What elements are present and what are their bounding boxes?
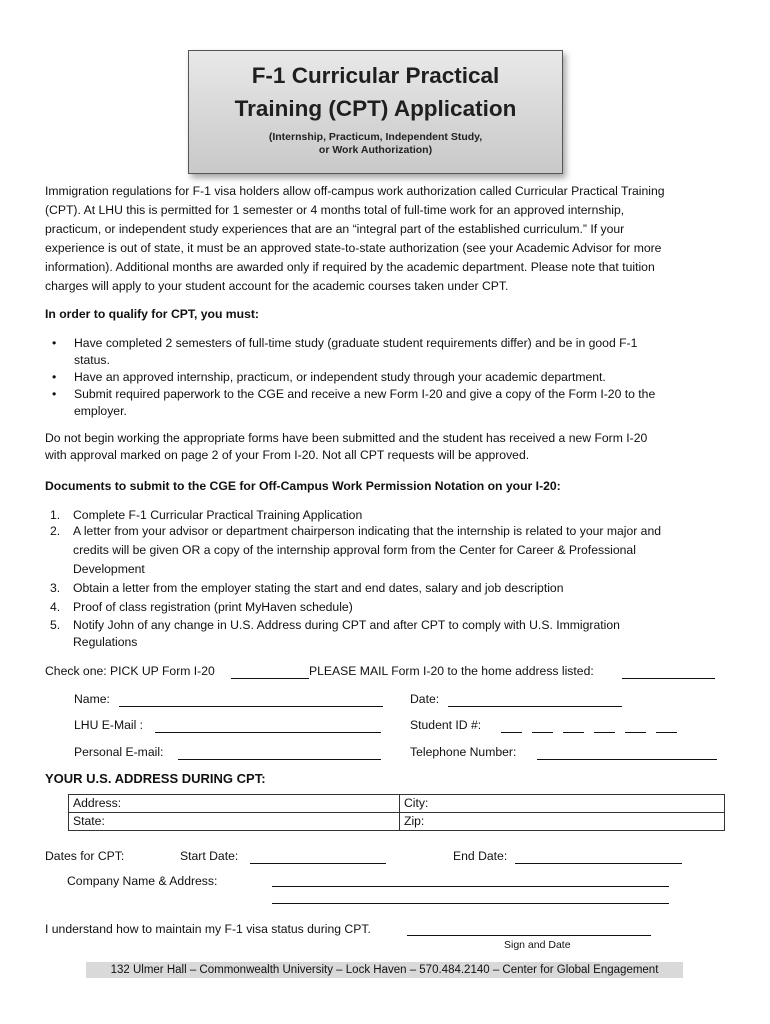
page-title-line-1: F-1 Curricular Practical xyxy=(251,63,500,88)
intro-line: Immigration regulations for F-1 visa holders allow off-campus work authorization called Curricular Practical Training xyxy=(45,184,665,198)
document-item xyxy=(50,617,620,651)
name-label: Name: xyxy=(74,692,110,706)
student-id-digit[interactable] xyxy=(656,732,677,733)
lhu-email-label: LHU E-Mail : xyxy=(74,718,144,732)
student-id-digit[interactable] xyxy=(625,732,646,733)
student-id-digit[interactable] xyxy=(594,732,615,733)
dates-label: Dates for CPT: xyxy=(45,849,125,863)
item-text: Development xyxy=(73,562,145,576)
item-number: 1. xyxy=(50,508,61,522)
state-cell[interactable] xyxy=(69,813,400,831)
date-field[interactable] xyxy=(448,706,622,707)
company-label: Company Name & Address: xyxy=(67,874,218,888)
item-text: Notify John of any change in U.S. Address during CPT and after CPT to comply with U.S. Immigration xyxy=(73,618,620,632)
zip-label: Zip: xyxy=(404,814,425,828)
subtitle-line-2: or Work Authorization) xyxy=(318,144,433,156)
pickup-blank[interactable] xyxy=(231,678,309,679)
item-number: 5. xyxy=(50,618,61,632)
documents-heading: Documents to submit to the CGE for Off-Campus Work Permission Notation on your I-20: xyxy=(45,479,561,493)
address-heading: YOUR U.S. ADDRESS DURING CPT: xyxy=(45,771,266,786)
document-item xyxy=(50,522,662,579)
warning-line: with approval marked on page 2 of your From I-20. Not all CPT requests will be approved. xyxy=(45,448,530,462)
lhu-email-field[interactable] xyxy=(155,732,381,733)
mail-blank[interactable] xyxy=(622,678,715,679)
bullet-icon: • xyxy=(52,336,57,350)
student-id-digit[interactable] xyxy=(501,732,522,733)
title-box xyxy=(188,50,563,174)
qualify-bullet xyxy=(52,386,656,420)
city-label: City: xyxy=(404,796,429,810)
intro-line: practicum, or independent study experiences that are an “integral part of the established curriculum.” If your xyxy=(45,222,625,236)
footer-bar: 132 Ulmer Hall – Commonwealth University – Lock Haven – 570.484.2140 – Center for Global Engagement xyxy=(86,962,683,978)
telephone-field[interactable] xyxy=(537,759,717,760)
signature-field[interactable] xyxy=(407,935,651,936)
intro-line: (CPT). At LHU this is permitted for 1 semester or 4 months total of full-time work for an approved internship, xyxy=(45,203,625,217)
item-text: credits will be given OR a copy of the internship approval form from the Center for Career & Professional xyxy=(73,543,636,557)
start-date-label: Start Date: xyxy=(180,849,239,863)
bullet-text: employer. xyxy=(74,404,127,418)
check-one-label: Check one: PICK UP Form I-20 xyxy=(45,664,215,678)
page-title-line-2: Training (CPT) Application xyxy=(234,96,517,121)
item-text: Proof of class registration (print MyHaven schedule) xyxy=(73,600,353,614)
address-table xyxy=(68,794,725,831)
student-id-label: Student ID #: xyxy=(410,718,482,732)
warning-paragraph xyxy=(45,430,647,464)
qualify-bullet xyxy=(52,335,638,369)
date-label: Date: xyxy=(410,692,440,706)
intro-line: charges will apply to your student account for the academic courses taken under CPT. xyxy=(45,279,509,293)
item-text: Regulations xyxy=(73,635,138,649)
address-label: Address: xyxy=(73,796,122,810)
city-cell[interactable] xyxy=(400,795,725,813)
item-number: 2. xyxy=(50,524,61,538)
address-cell[interactable] xyxy=(69,795,400,813)
bullet-icon: • xyxy=(52,370,57,384)
item-text: A letter from your advisor or department chairperson indicating that the internship is related to your major and xyxy=(73,524,662,538)
document-item xyxy=(50,579,564,598)
intro-line: information). Additional months are awarded only if required by the academic department. Please note that tuition xyxy=(45,260,655,274)
intro-line: experience is out of state, it must be an approved state-to-state authorization (see your Academic Advisor for more xyxy=(45,241,662,255)
state-label: State: xyxy=(73,814,105,828)
item-number: 3. xyxy=(50,581,61,595)
bullet-text: Have an approved internship, practicum, or independent study through your academic department. xyxy=(74,370,606,384)
bullet-icon: • xyxy=(52,387,57,401)
bullet-text: Submit required paperwork to the CGE and receive a new Form I-20 and give a copy of the Form I-20 to the xyxy=(74,387,656,401)
start-date-field[interactable] xyxy=(250,863,386,864)
personal-email-field[interactable] xyxy=(178,759,381,760)
end-date-label: End Date: xyxy=(453,849,508,863)
student-id-digit[interactable] xyxy=(563,732,584,733)
bullet-text: status. xyxy=(74,353,110,367)
item-text: Obtain a letter from the employer stating the start and end dates, salary and job description xyxy=(73,581,564,595)
name-field[interactable] xyxy=(119,706,383,707)
sign-date-label: Sign and Date xyxy=(504,939,571,951)
warning-line: Do not begin working the appropriate forms have been submitted and the student has received a new Form I-20 xyxy=(45,431,648,445)
end-date-field[interactable] xyxy=(515,863,682,864)
zip-cell[interactable] xyxy=(400,813,725,831)
intro-paragraph xyxy=(45,182,745,296)
qualify-bullet xyxy=(52,369,606,386)
student-id-digit[interactable] xyxy=(532,732,553,733)
telephone-label: Telephone Number: xyxy=(410,745,517,759)
company-field-line-1[interactable] xyxy=(272,886,669,887)
subtitle-line-1: (Internship, Practicum, Independent Study, xyxy=(268,131,483,143)
personal-email-label: Personal E-mail: xyxy=(74,745,164,759)
please-mail-label: PLEASE MAIL Form I-20 to the home address listed: xyxy=(309,664,594,678)
qualify-heading: In order to qualify for CPT, you must: xyxy=(45,307,259,321)
company-field-line-2[interactable] xyxy=(272,903,669,904)
item-number: 4. xyxy=(50,600,61,614)
understand-statement: I understand how to maintain my F-1 visa status during CPT. xyxy=(45,922,371,936)
bullet-text: Have completed 2 semesters of full-time study (graduate student requirements differ) and be in good F-1 xyxy=(74,336,638,350)
document-item xyxy=(50,598,353,617)
item-text: Complete F-1 Curricular Practical Training Application xyxy=(73,508,363,522)
